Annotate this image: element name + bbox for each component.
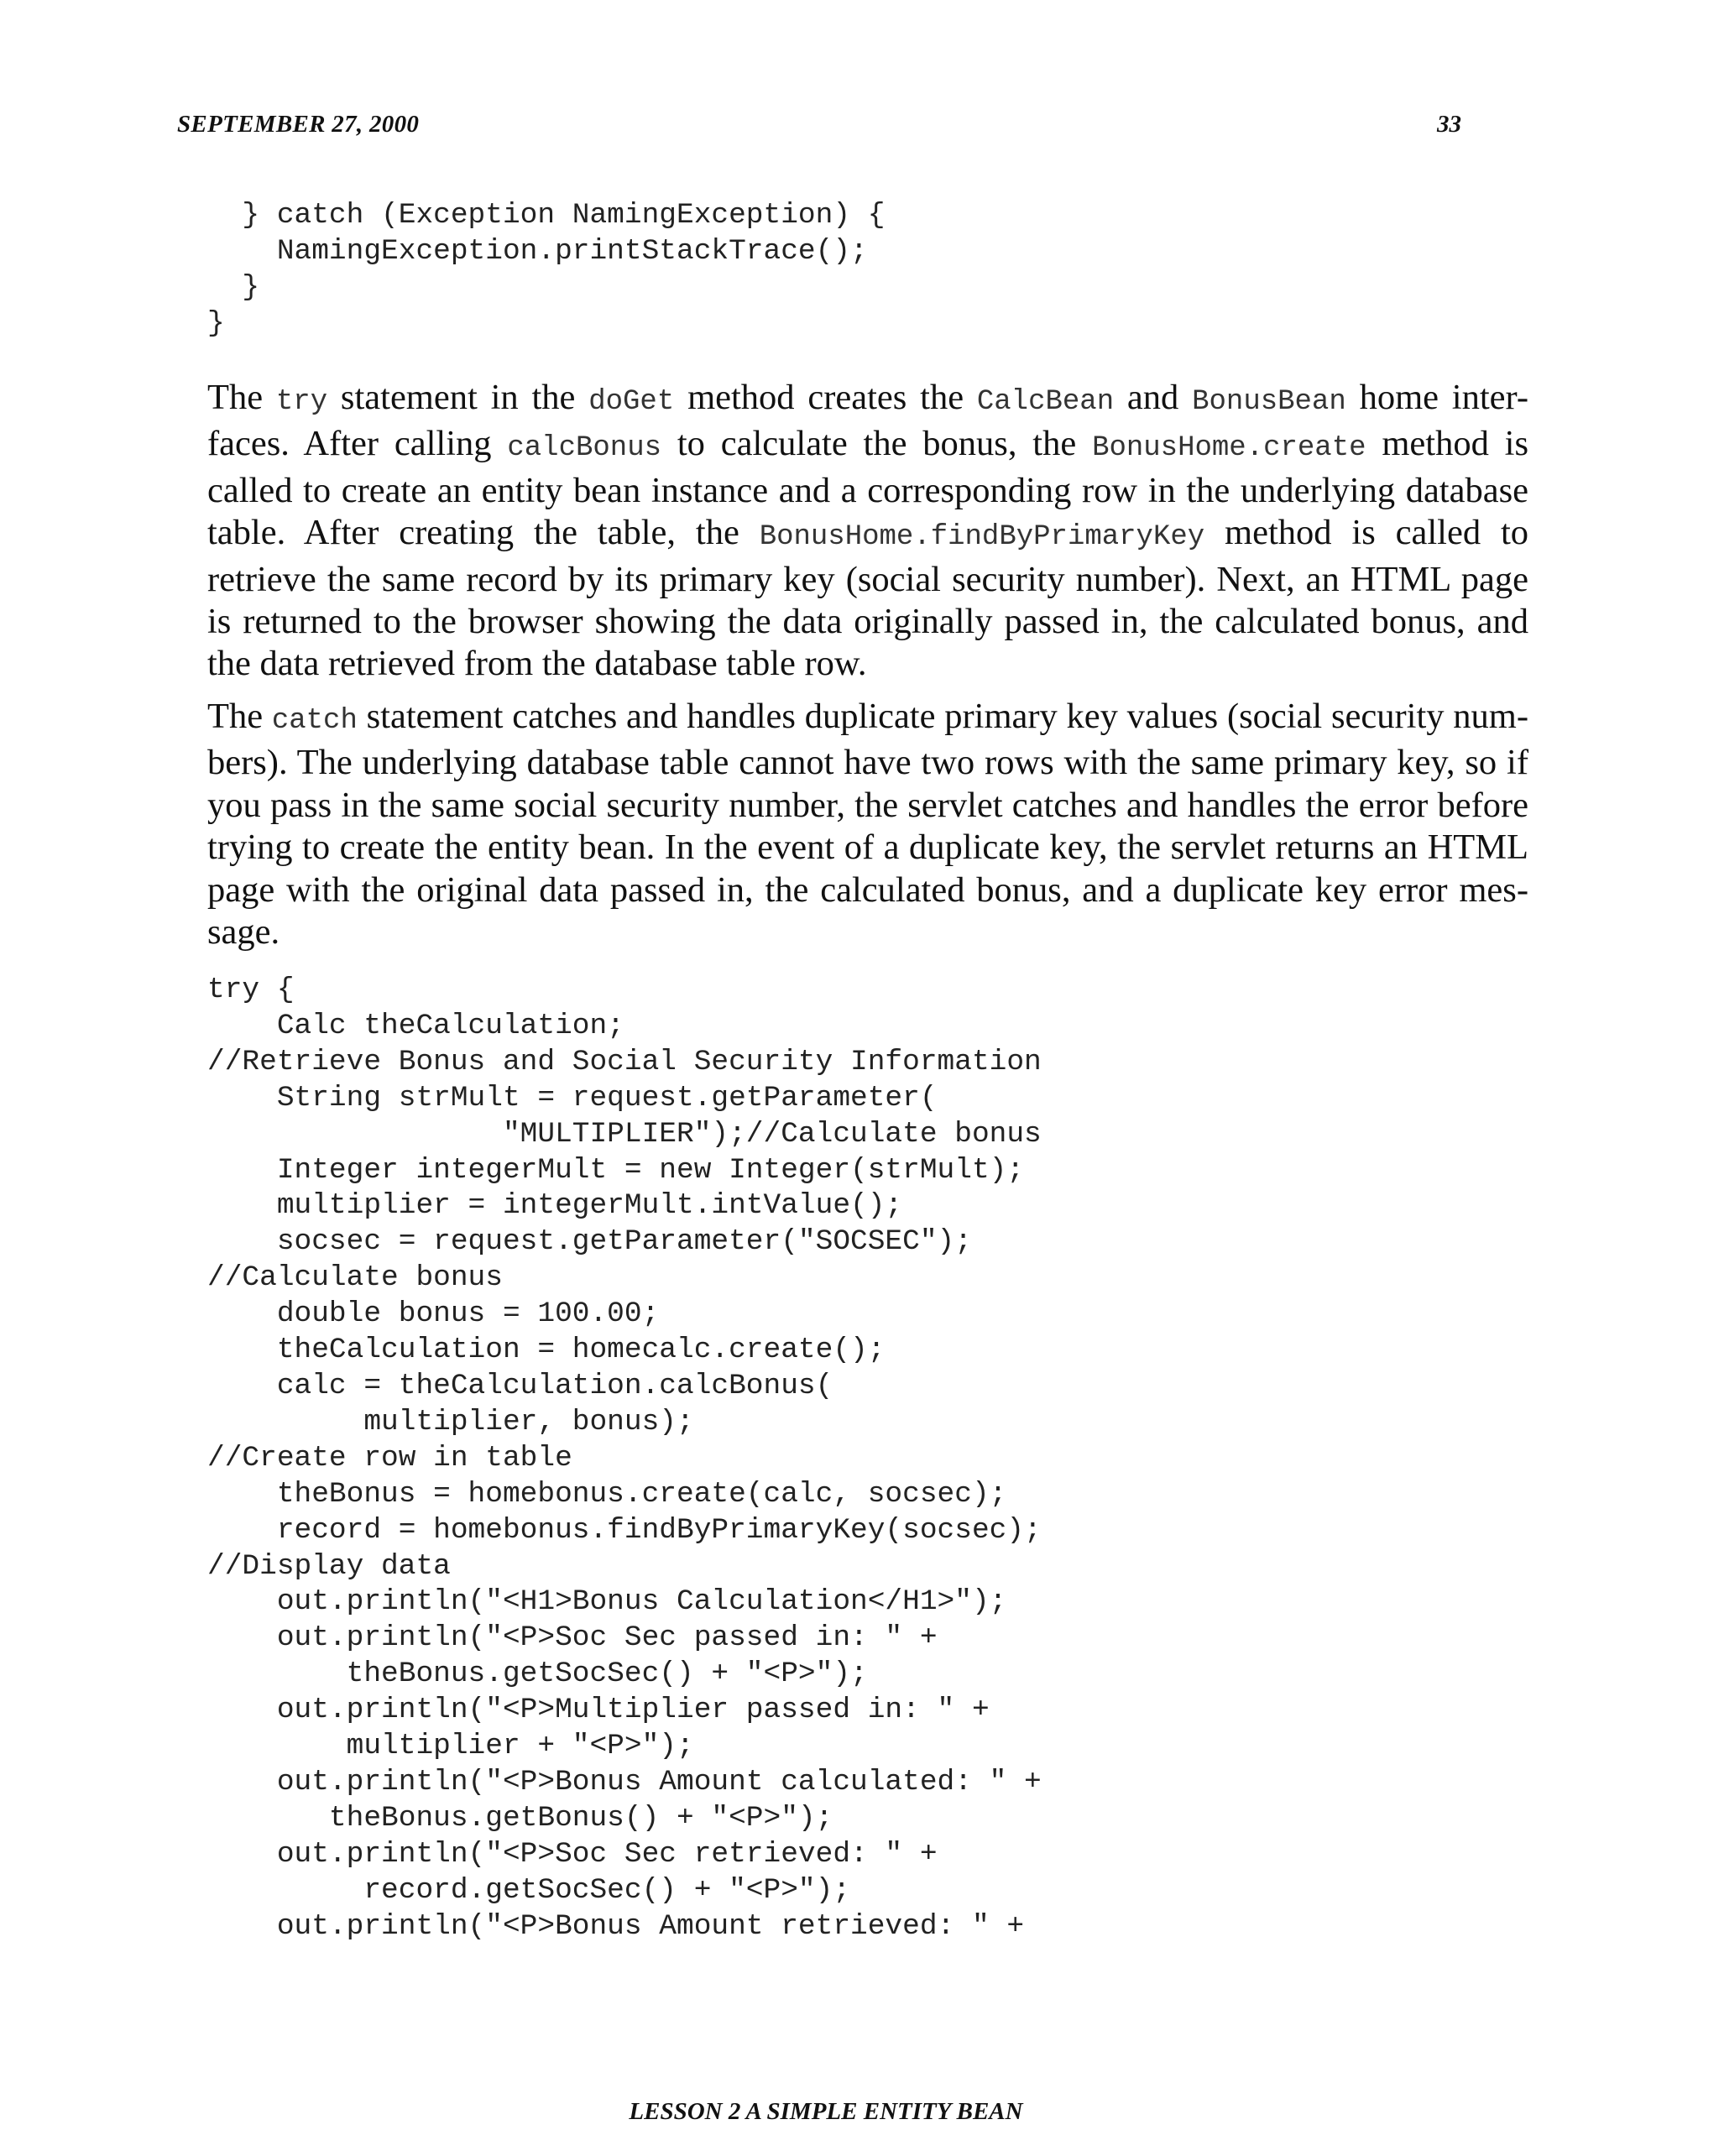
inline-code-try: try [275,386,328,418]
inline-code-findbyprimarykey: BonusHome.findByPrimaryKey [759,521,1205,554]
text-run: statement in the [327,378,589,417]
inline-code-calcbean: CalcBean [976,386,1115,418]
paragraph-try-statement [207,377,1528,686]
running-footer-lesson-title: LESSON 2 A SIMPLE ENTITY BEAN [629,2098,1023,2125]
paragraph-catch-statement [207,696,1528,953]
text-run: to calculate the bonus, the [661,424,1093,464]
text-run: and [1114,378,1193,417]
code-block-try: try { Calc theCalculation; //Retrieve Bonus and Social Security Information String strMult = request.getParameter( "MULTIPLIER");//Calculate bonus Integer integerMult = new Integer(strMult); multiplier = integerMult.intValue(); socsec = request.getParameter("SOCSEC"); //Calculate bonus double bonus = 100.00; theCalculation = homecalc.create(); calc = theCalculation.calcBonus( multiplier, bonus); //Create row in table theBonus = homebonus.create(calc, socsec); record = homebonus.findByPrimaryKey(socsec); //Display data out.println("<H1>Bonus Calculation</H1>"); out.println("<P>Soc Sec passed in: " + theBonus.getSocSec() + "<P>"); out.println("<P>Multiplier passed in: " + multiplier + "<P>"); out.println("<P>Bonus Amount calculated: " + theBonus.getBonus() + "<P>"); out.println("<P>Soc Sec retrieved: " + record.getSocSec() + "<P>"); out.println("<P>Bonus Amount retrieved: " + [207,974,1042,1943]
text-run: method is called to create an entity bean instance and a corresponding row in the underlying database table. After creating the table, the [207,424,1529,553]
text-run: The [207,697,272,736]
inline-code-catch: catch [271,705,358,737]
text-run: statement catches and handles duplicate primary key values (social security num-bers). The underlying database table cannot have two rows with the same primary key, so if you pass in the same social security number, the servlet catches and handles the error before trying to create the entity bean. In the event of a duplicate key, the servlet returns an HTML page with the original data passed in, the calculated bonus, and a duplicate key error mes-sage. [207,697,1528,953]
text-run: home inter-faces. After calling [207,378,1528,464]
inline-code-calcbonus: calcBonus [507,432,662,465]
running-header-date: SEPTEMBER 27, 2000 [177,111,420,138]
inline-code-bonushome-create: BonusHome.create [1092,432,1366,465]
code-block-catch: } catch (Exception NamingException) { NamingException.printStackTrace(); } } [207,199,886,340]
inline-code-bonusbean: BonusBean [1192,386,1346,418]
text-run: method is called to retrieve the same record by its primary key (social security number). Next, an HTML page is returned to the browser showing the data originally passed in, the calculated bonus, and the data retrieved from the database table row. [207,513,1529,684]
text-run: method creates the [674,378,977,417]
inline-code-doget: doGet [588,386,675,418]
page-number: 33 [1437,111,1461,138]
text-run: The [207,378,276,417]
